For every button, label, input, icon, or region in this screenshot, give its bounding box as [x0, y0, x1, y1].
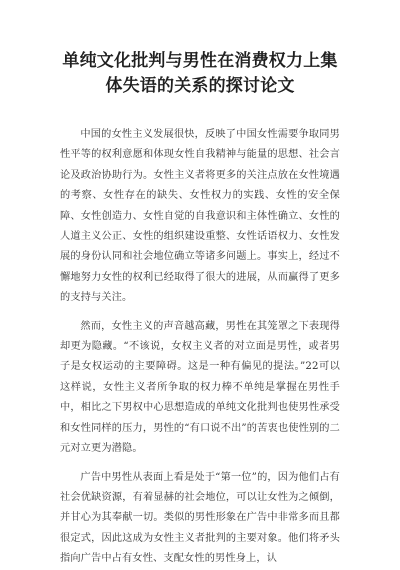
- paragraph-3: 广告中男性从表面上看是处于“第一位”的，因为他们占有社会优缺资源，有着显赫的社会地位，可以让女性为之倾倒，并甘心为其奉献一切。类似的男性形象在广告中非常多而且都很定式，因此这成为女性主义者批判的主要对象。他们将矛头指向广告中占有女性、支配女性的男性身上，认: [60, 471, 340, 565]
- document-body: [60, 125, 340, 570]
- document-title: 单纯文化批判与男性在消费权力上集体失语的关系的探讨论文: [62, 51, 338, 96]
- paragraph-1: 中国的女性主义发展很快，反映了中国女性需要争取同男性平等的权利意愿和体现女性自我精神与能量的思想、社会言论及政治协助行为。女性主义者将更多的关注点放在女性境遇的考察、女性存在的缺失、女性权力的实践、女性的安全保障、女性创造力、女性自觉的自我意识和主体性确立、女性的人道主义公正、女性的组织建设重整、女性话语权力、女性发展的身份认同和社会地位确立等诸多问题上。事实上，经过不懈地努力女性的权利已经取得了很大的进展，从而赢得了更多的支持与关注。: [60, 129, 340, 304]
- paragraph-2: 然而，女性主义的声音越高藏，男性在其笼罩之下表现得却更为隐藏。“不该说，女权主义者的对立面是男性，或者男子是女权运动的主要障碍。这是一种有偏见的提法。”22可以这样说，女性主义者所争取的权力棒不单纯是掌握在男性手中，相比之下男权中心思想造成的单纯文化批判也使男性承受和女性同样的压力，男性的“有口说不出”的苦衷也使性别的二元对立更为潜隐。: [60, 320, 340, 455]
